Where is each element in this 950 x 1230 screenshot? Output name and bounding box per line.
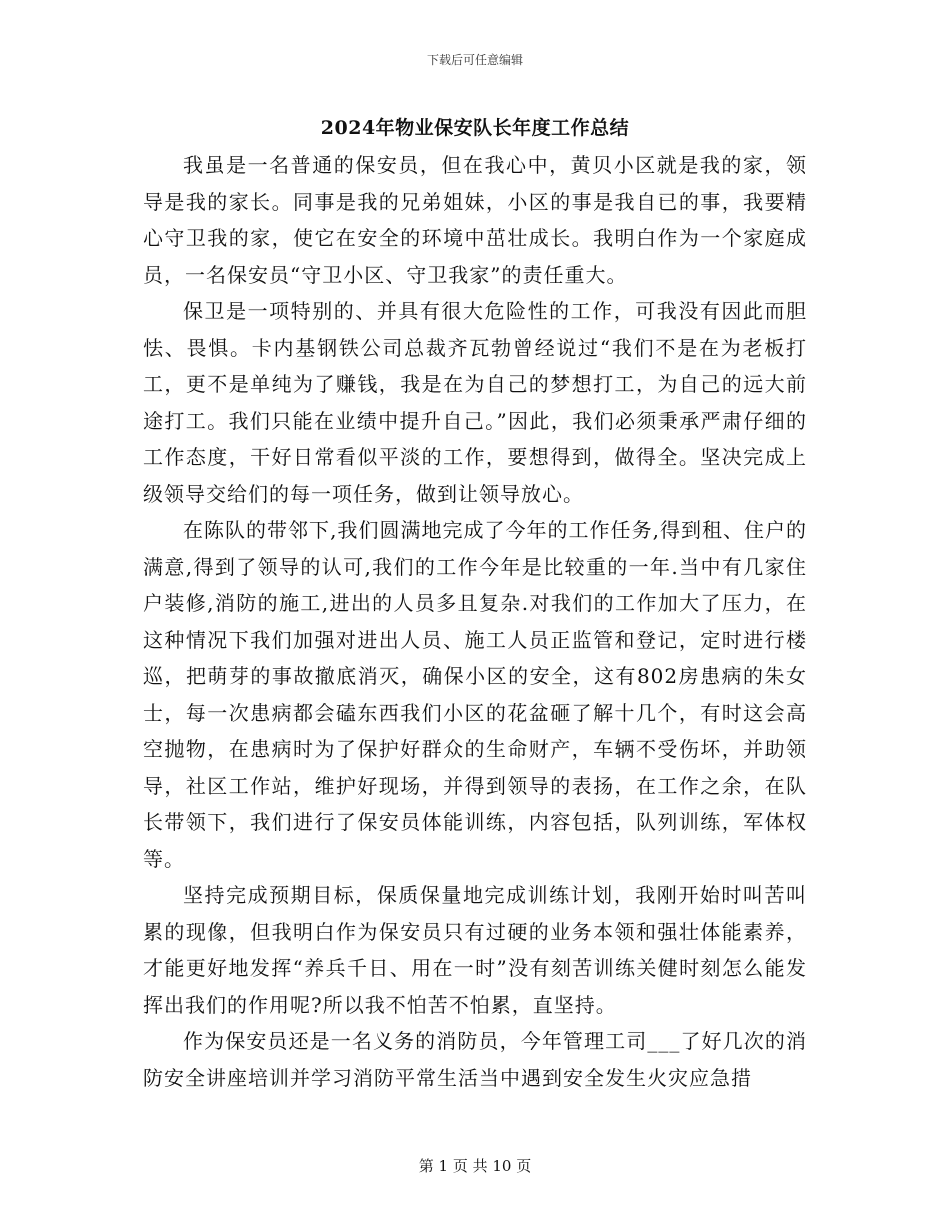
document-body <box>143 147 807 1096</box>
paragraph-3: 在陈队的带邻下,我们圆满地完成了今年的工作任务,得到租、住户的满意,得到了领导的认可,我们的工作今年是比较重的一年.当中有几家住户装修,消防的施工,进出的人员多且复杂.对我们的工作加大了压力，在这种情况下我们加强对进出人员、施工人员正监管和登记，定时进行楼巡，把萌芽的事故撤底消灭，确保小区的安全，这有802房患病的朱女士，每一次患病都会磕东西我们小区的花盆砸了解十几个，有时这会高空抛物，在患病时为了保护好群众的生命财产，车辆不受伤坏，并助领导，社区工作站，维护好现场，并得到领导的表扬，在工作之余，在队长带领下，我们进行了保安员体能训练，内容包括，队列训练，军体权等。 <box>143 518 807 871</box>
paragraph-4: 坚持完成预期目标，保质保量地完成训练计划，我刚开始时叫苦叫累的现像，但我明白作为保安员只有过硬的业务本领和强壮体能素养，才能更好地发挥“养兵千日、用在一时”没有刻苦训练关健时刻怎么能发挥出我们的作用呢?所以我不怕苦不怕累，直坚持。 <box>143 883 807 1017</box>
page-header-note: 下载后可任意编辑 <box>426 53 523 67</box>
paragraph-1: 我虽是一名普通的保安员，但在我心中，黄贝小区就是我的家，领导是我的家长。同事是我的兄弟姐妹，小区的事是我自已的事，我要精心守卫我的家，使它在安全的环境中茁壮成长。我明白作为一个家庭成员，一名保安员“守卫小区、守卫我家”的责任重大。 <box>143 153 807 287</box>
paragraph-2: 保卫是一项特别的、并具有很大危险性的工作，可我没有因此而胆怯、畏惧。卡内基钢铁公司总裁齐瓦勃曾经说过“我们不是在为老板打工，更不是单纯为了赚钱，我是在为自己的梦想打工，为自己的远大前途打工。我们只能在业绩中提升自己。”因此，我们必须秉承严肃仔细的工作态度，干好日常看似平淡的工作，要想得到，做得全。坚决完成上级领导交给们的每一项任务，做到让领导放心。 <box>143 299 807 506</box>
document-title: 2024年物业保安队长年度工作总结 <box>320 117 630 139</box>
paragraph-5: 作为保安员还是一名义务的消防员，今年管理工司___了好几次的消防安全讲座培训并学习消防平常生活当中遇到安全发生火灾应急措 <box>143 1029 807 1090</box>
page-number: 第 1 页 共 10 页 <box>418 1157 532 1175</box>
